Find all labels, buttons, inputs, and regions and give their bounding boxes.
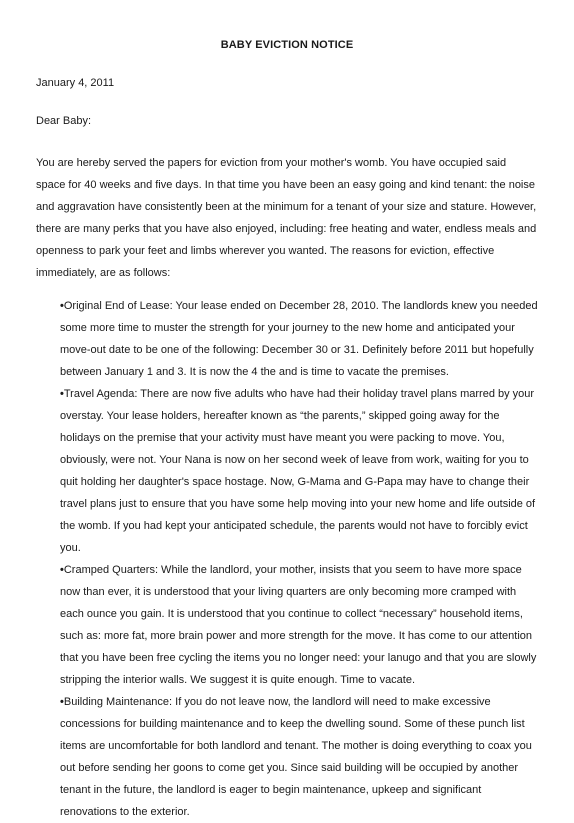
bullet-icon: •: [60, 300, 64, 312]
list-item: [60, 383, 540, 559]
bullet-icon: •: [60, 564, 64, 576]
document-title: BABY EVICTION NOTICE: [220, 39, 354, 51]
reason-text: Travel Agenda: There are now five adults who have had their holiday travel plans marred by your overstay. Your lease holders, hereafter known as “the parents,” skipped going away for the holidays on the premise that your activity must have meant you were packing to move. You, obviously, were not. Your Nana is now on her second week of leave from work, waiting for you to quit holding her daughter's space hostage. Now, G-Mama and G-Papa may have to change their travel plans just to ensure that you have some help moving into your new home and life outside of the womb. If you had kept your anticipated schedule, the parents would not have to forcibly evict you.: [60, 388, 536, 554]
intro-paragraph: You are hereby served the papers for eviction from your mother's womb. You have occupied said space for 40 weeks and five days. In that time you have been an easy going and kind tenant: the noise and aggravation have consistently been at the minimum for a tenant of your size and stature. However, there are many perks that you have also enjoyed, including: free heating and water, endless meals and openness to park your feet and limbs wherever you wanted. The reasons for eviction, effective immediately, are as follows:: [36, 157, 537, 279]
bullet-icon: •: [60, 696, 64, 708]
list-item: [60, 691, 540, 823]
list-item: [60, 295, 540, 383]
reason-text: Cramped Quarters: While the landlord, your mother, insists that you seem to have more space now than ever, it is understood that your living quarters are only becoming more cramped with each ounce you gain. It is understood that you continue to collect “necessary” household items, such as: more fat, more brain power and more strength for the move. It has come to our attention that you have been free cycling the items you no longer need: your lanugo and that you are slowly stripping the interior walls. We suggest it is quite enough. Time to vacate.: [60, 564, 537, 686]
eviction-reasons-list: [60, 295, 540, 823]
list-item: [60, 559, 540, 691]
reason-text: Building Maintenance: If you do not leave now, the landlord will need to make excessive concessions for building maintenance and to keep the dwelling sound. Some of these punch list items are uncomfortable for both landlord and tenant. The mother is doing everything to coax you out before sending her goons to come get you. Since said building will be occupied by another tenant in the future, the landlord is eager to begin maintenance, upkeep and significant renovations to the exterior.: [60, 696, 532, 818]
letter-greeting: Dear Baby:: [36, 115, 92, 127]
reason-text: Original End of Lease: Your lease ended on December 28, 2010. The landlords knew you needed some more time to muster the strength for your journey to the new home and anticipated your move-out date to be one of the following: December 30 or 31. Definitely before 2011 but hopefully between January 1 and 3. It is now the 4 the and is time to vacate the premises.: [60, 300, 538, 378]
bullet-icon: •: [60, 388, 64, 400]
letter-date: January 4, 2011: [36, 77, 115, 89]
